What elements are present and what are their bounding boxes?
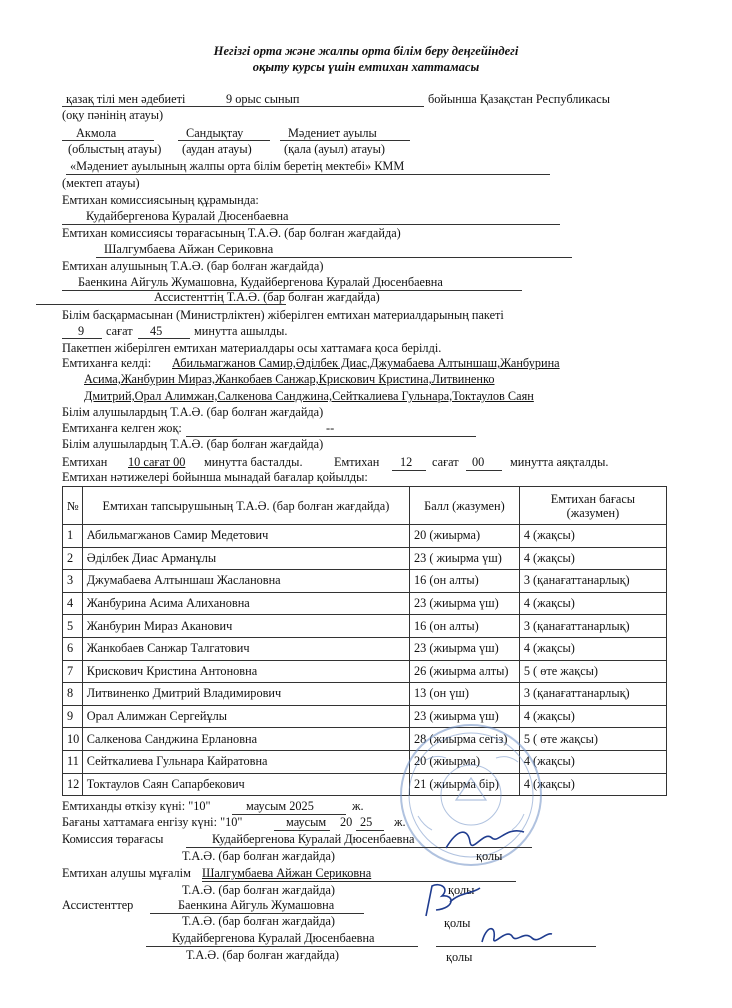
row-number: 8 — [63, 683, 83, 706]
region-caption: (облыстың атауы) — [68, 142, 162, 156]
row-number: 11 — [63, 750, 83, 773]
table-row — [63, 592, 667, 615]
assistant2-name: Кудайбергенова Куралай Дюсенбаевна — [172, 931, 375, 945]
student-grade: 4 (жақсы) — [519, 637, 666, 660]
came-line1: Абильмагжанов Самир,Әділбек Диас,Джумабаева Алтыншаш,Жанбурина — [172, 356, 560, 370]
student-score: 21 (жиырма бір) — [410, 773, 520, 796]
teacher-sign-label: Емтихан алушы мұғалім — [62, 866, 191, 880]
village-caption: (қала (ауыл) атауы) — [284, 142, 385, 156]
results-label: Емтихан нәтижелері бойынша мынадай бағалар қойылды: — [62, 470, 368, 484]
exam-date-label: Емтиханды өткізу күні: "10" — [62, 799, 211, 813]
subject-grade: 9 орыс сынып — [226, 92, 300, 106]
start-time: 10 сағат 00 — [128, 455, 186, 469]
assistant1-fio-caption: Т.А.Ә. (бар болған жағдайда) — [182, 914, 336, 928]
subject-name: қазақ тілі мен әдебиеті — [66, 92, 186, 106]
came-line3: Дмитрий,Орал Алимжан,Салкенова Санджина,Сейткалиева Гульнара,Токтаулов Саян — [84, 389, 534, 403]
end-suffix: минутта аяқталды. — [510, 455, 609, 469]
school-underline — [66, 174, 550, 175]
chair-sign-caption: қолы — [476, 849, 503, 863]
chair-name: Шалгумбаева Айжан Сериковна — [104, 242, 274, 256]
assistant2-sign-caption: қолы — [446, 950, 473, 964]
student-score: 16 (он алты) — [410, 615, 520, 638]
table-row — [63, 728, 667, 751]
table-row — [63, 705, 667, 728]
row-number: 1 — [63, 525, 83, 548]
end-minute: 00 — [472, 455, 485, 469]
table-row — [63, 615, 667, 638]
examiner-label: Емтихан алушының Т.А.Ә. (бар болған жағдайда) — [62, 259, 324, 273]
student-score: 13 (он үш) — [410, 683, 520, 706]
assistant-label: Ассистенттің Т.А.Ә. (бар болған жағдайда) — [154, 290, 380, 304]
absent-value: -- — [326, 421, 335, 435]
student-score: 20 (жиырма) — [410, 525, 520, 548]
district-value: Сандықтау — [186, 126, 244, 140]
table-row — [63, 637, 667, 660]
student-grade: 5 ( өте жақсы) — [519, 660, 666, 683]
row-number: 12 — [63, 773, 83, 796]
assistant2-fio-caption: Т.А.Ә. (бар болған жағдайда) — [186, 948, 340, 962]
package-line3: Пакетпен жіберілген емтихан материалдары осы хаттамаға қоса берілді. — [62, 341, 442, 355]
chair-underline — [96, 257, 572, 258]
exam-date-suffix: ж. — [352, 799, 364, 813]
came-label: Емтиханға келді: — [62, 356, 152, 370]
package-minute-underline — [138, 338, 190, 339]
header-score: Балл (жазумен) — [410, 487, 520, 525]
time-mid: Емтихан — [334, 455, 380, 469]
chair-signature — [440, 820, 530, 860]
subject-caption: (оқу пәнінің атауы) — [62, 108, 164, 122]
row-number: 6 — [63, 637, 83, 660]
student-grade: 4 (жақсы) — [519, 750, 666, 773]
student-grade: 5 ( өте жақсы) — [519, 728, 666, 751]
document-title-line1: Негізгі орта және жалпы орта білім беру деңгейіндегі — [213, 44, 519, 58]
entry-year-underline — [356, 830, 384, 831]
student-score: 23 (жиырма үш) — [410, 705, 520, 728]
teacher-sign-name: Шалгумбаева Айжан Сериковна — [202, 866, 372, 880]
header-grade: Емтихан бағасы (жазумен) — [519, 487, 666, 525]
row-number: 10 — [63, 728, 83, 751]
school-caption: (мектеп атауы) — [62, 176, 140, 190]
absent-caption: Білім алушылардың Т.А.Ә. (бар болған жағдайда) — [62, 437, 324, 451]
package-minute: 45 — [150, 324, 163, 338]
student-grade: 4 (жақсы) — [519, 705, 666, 728]
student-score: 23 ( жиырма үш) — [410, 547, 520, 570]
chair-sign-label: Комиссия төрағасы — [62, 832, 164, 846]
row-number: 4 — [63, 592, 83, 615]
commission-composition-label: Емтихан комиссиясының құрамында: — [62, 193, 259, 207]
table-row — [63, 773, 667, 796]
document-title-line2: оқыту курсы үшін емтихан хаттамасы — [252, 60, 480, 74]
student-score: 23 (жиырма үш) — [410, 592, 520, 615]
table-row — [63, 750, 667, 773]
student-name: Джумабаева Алтыншаш Жаслановна — [82, 570, 409, 593]
absent-label: Емтиханға келген жоқ: — [62, 421, 182, 435]
student-name: Сейткалиева Гульнара Кайратовна — [82, 750, 409, 773]
student-score: 20 (жиырма) — [410, 750, 520, 773]
end-hour-label: сағат — [432, 455, 459, 469]
student-name: Жанкобаев Санжар Талгатович — [82, 637, 409, 660]
time-prefix: Емтихан — [62, 455, 108, 469]
district-caption: (аудан атауы) — [182, 142, 252, 156]
entry-date-underline — [274, 830, 330, 831]
results-table — [62, 486, 667, 796]
student-grade: 4 (жақсы) — [519, 773, 666, 796]
student-name: Әділбек Диас Арманұлы — [82, 547, 409, 570]
school-name: «Мәдениет ауылының жалпы орта білім беретің мектебі» КММ — [70, 159, 405, 173]
assistant2-signature — [476, 918, 556, 954]
commission-member: Кудайбергенова Куралай Дюсенбаевна — [86, 209, 289, 223]
student-name: Жанбурина Асима Алихановна — [82, 592, 409, 615]
student-score: 26 (жиырма алты) — [410, 660, 520, 683]
student-grade: 3 (қанағаттанарлық) — [519, 615, 666, 638]
student-score: 23 (жиырма үш) — [410, 637, 520, 660]
row-number: 9 — [63, 705, 83, 728]
assistant1-name: Баенкина Айгуль Жумашовна — [178, 898, 335, 912]
entry-date-month: маусым — [286, 815, 327, 829]
table-row — [63, 660, 667, 683]
student-name: Литвиненко Дмитрий Владимирович — [82, 683, 409, 706]
chair-label: Емтихан комиссиясы төрағасының Т.А.Ә. (бар болған жағдайда) — [62, 226, 401, 240]
came-caption: Білім алушылардың Т.А.Ә. (бар болған жағдайда) — [62, 405, 324, 419]
assistant1-sign-caption: қолы — [444, 916, 471, 930]
table-row — [63, 570, 667, 593]
package-hour: 9 — [78, 324, 85, 338]
student-grade: 3 (қанағаттанарлық) — [519, 683, 666, 706]
teacher-sign-caption: қолы — [448, 883, 475, 897]
row-number: 5 — [63, 615, 83, 638]
chair-fio-caption: Т.А.Ә. (бар болған жағдайда) — [182, 849, 336, 863]
student-name: Жанбурин Мираз Аканович — [82, 615, 409, 638]
package-line1: Білім басқармасынан (Министрліктен) жіберілген емтихан материалдарының пакеті — [62, 308, 504, 322]
assistant1-signature — [416, 880, 486, 922]
end-hour-underline — [392, 470, 426, 471]
student-name: Абильмагжанов Самир Медетович — [82, 525, 409, 548]
row-number: 7 — [63, 660, 83, 683]
table-row — [63, 547, 667, 570]
commission-member-underline — [62, 224, 560, 225]
examiner-names: Баенкина Айгуль Жумашовна, Кудайбергенова Куралай Дюсенбаевна — [78, 275, 443, 289]
row-number: 3 — [63, 570, 83, 593]
student-name: Салкенова Санджина Ерлановна — [82, 728, 409, 751]
student-name: Крискович Кристина Антоновна — [82, 660, 409, 683]
teacher-fio-caption: Т.А.Ә. (бар болған жағдайда) — [182, 883, 336, 897]
student-name: Орал Алимжан Сергейұлы — [82, 705, 409, 728]
package-hour-label: сағат — [106, 324, 133, 338]
entry-date-label: Бағаны хаттамаға енгізу күні: "10" — [62, 815, 243, 829]
student-score: 28 (жиырма сегіз) — [410, 728, 520, 751]
entry-suffix: ж. — [394, 815, 406, 829]
came-line2: Асима,Жанбурин Мираз,Жанкобаев Санжар,Крискович Кристина,Литвиненко — [84, 372, 495, 386]
village-value: Мәдениет ауылы — [288, 126, 377, 140]
entry-year: 25 — [360, 815, 373, 829]
student-grade: 4 (жақсы) — [519, 547, 666, 570]
header-number: № — [63, 487, 83, 525]
end-hour: 12 — [400, 455, 413, 469]
student-score: 16 (он алты) — [410, 570, 520, 593]
table-row — [63, 683, 667, 706]
student-name: Токтаулов Саян Сапарбекович — [82, 773, 409, 796]
subject-suffix: бойынша Қазақстан Республикасы — [428, 92, 610, 106]
end-minute-underline — [466, 470, 502, 471]
student-grade: 4 (жақсы) — [519, 525, 666, 548]
table-header-row — [63, 487, 667, 525]
student-grade: 3 (қанағаттанарлық) — [519, 570, 666, 593]
header-name: Емтихан тапсырушының Т.А.Ә. (бар болған жағдайда) — [82, 487, 409, 525]
table-row — [63, 525, 667, 548]
student-grade: 4 (жақсы) — [519, 592, 666, 615]
chair-sign-name: Кудайбергенова Куралай Дюсенбаевна — [212, 832, 415, 846]
package-suffix: минутта ашылды. — [194, 324, 288, 338]
entry-year-prefix: 20 — [340, 815, 353, 829]
start-suffix: минутта басталды. — [204, 455, 303, 469]
row-number: 2 — [63, 547, 83, 570]
exam-date-month: маусым 2025 — [246, 799, 314, 813]
assistant2-underline — [146, 946, 418, 947]
assistants-label: Ассистенттер — [62, 898, 134, 912]
region-value: Акмола — [76, 126, 117, 140]
